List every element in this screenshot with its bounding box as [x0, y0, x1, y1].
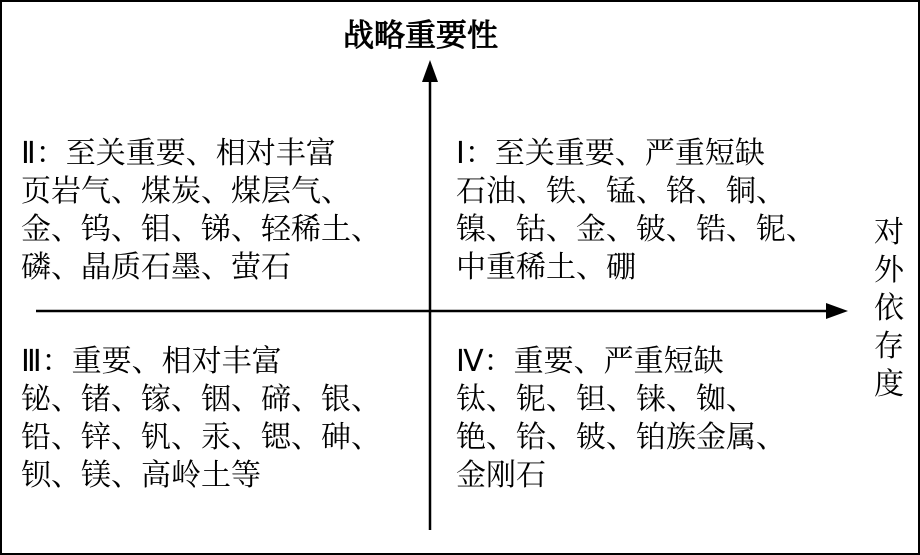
quadrant-heading: Ⅳ：重要、严重短缺 — [456, 344, 724, 379]
quadrant-heading: Ⅰ：至关重要、严重短缺 — [456, 136, 765, 171]
quadrant-line: 磷、晶质石墨、萤石 — [21, 250, 291, 285]
x-axis-arrow — [826, 303, 848, 319]
quadrant-line: 铋、锗、镓、铟、碲、银、 — [21, 382, 381, 417]
quadrant-heading: Ⅱ：至关重要、相对丰富 — [21, 136, 336, 171]
quadrant-i — [456, 135, 816, 287]
x-axis-title: 对外依存度 — [874, 215, 904, 402]
quadrant-line: 铯、铪、铍、铂族金属、 — [456, 420, 786, 455]
quadrant-ii — [21, 135, 381, 287]
quadrant-iv — [456, 343, 786, 495]
quadrant-line: 石油、铁、锰、铬、铜、 — [456, 174, 786, 209]
quadrant-line: 金、钨、钼、锑、轻稀土、 — [21, 212, 381, 247]
quadrant-line: 钡、镁、高岭土等 — [21, 458, 261, 493]
y-axis-arrow — [422, 60, 438, 82]
quadrant-line: 页岩气、煤炭、煤层气、 — [21, 174, 351, 209]
y-axis-title: 战略重要性 — [343, 18, 498, 54]
quadrant-line: 镍、钴、金、铍、锆、铌、 — [456, 212, 816, 247]
quadrant-heading: Ⅲ：重要、相对丰富 — [21, 344, 282, 379]
quadrant-line: 金刚石 — [456, 458, 546, 493]
quadrant-line: 钛、铌、钽、铼、铷、 — [456, 382, 756, 417]
quadrant-line: 中重稀土、硼 — [456, 250, 636, 285]
quadrant-line: 铅、锌、钒、汞、锶、砷、 — [21, 420, 381, 455]
quadrant-iii — [21, 343, 381, 495]
